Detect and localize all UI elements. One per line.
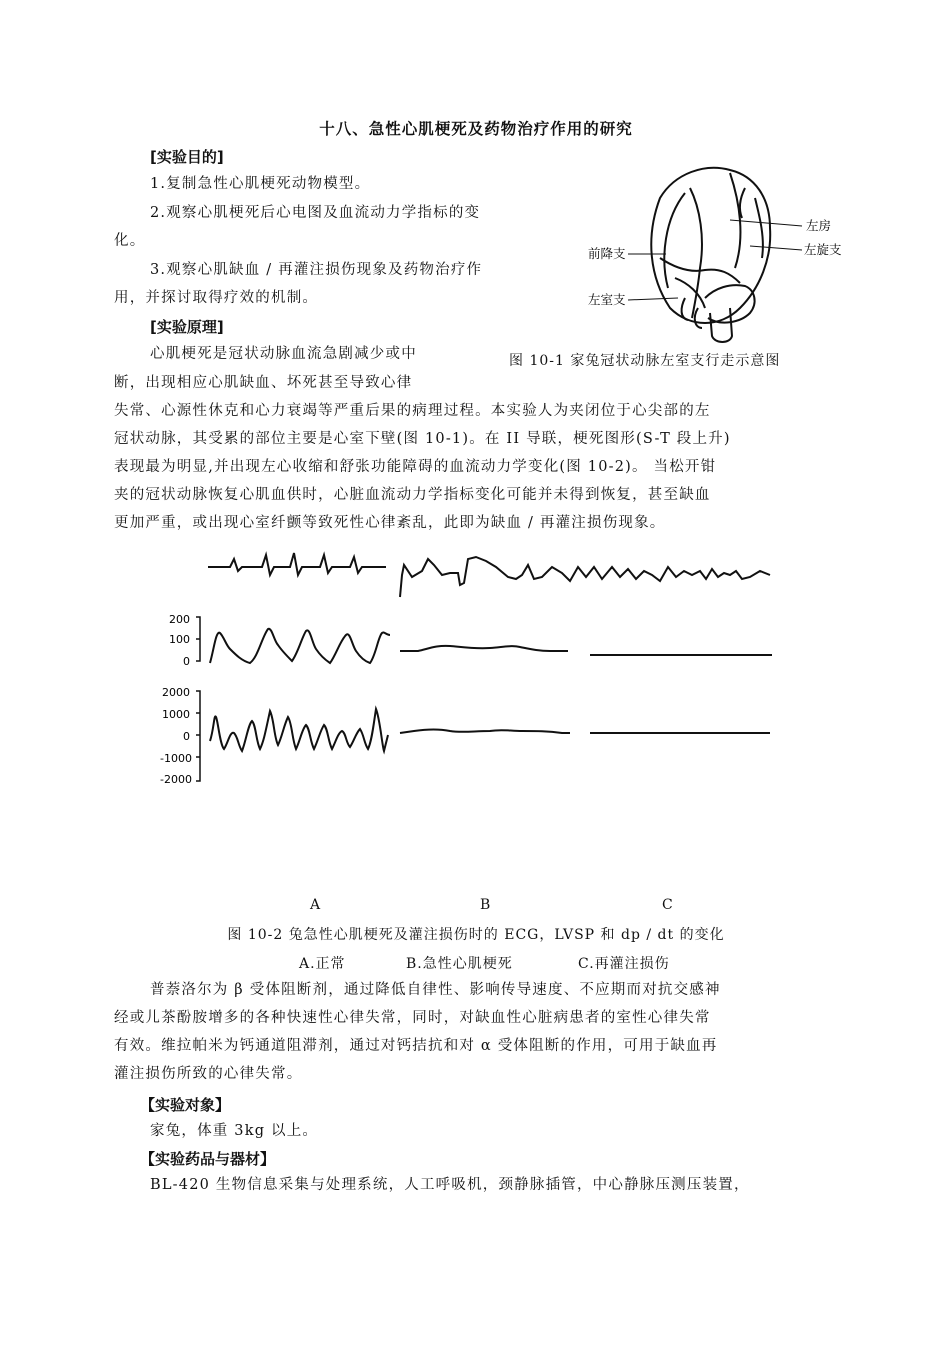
pharmacology-line-3: 有效。维拉帕米为钙通道阻滞剂，通过对钙拮抗和对 α 受体阻断的作用，可用于缺血再: [114, 1038, 718, 1054]
dpdt-tick-0: 0: [183, 730, 190, 743]
principle-line-5: 表现最为明显,并出现左心收缩和舒张功能障碍的血流动力学变化(图 10-2)。 当松开钳: [114, 459, 717, 475]
dpdt-tick-neg-2000: -2000: [160, 773, 192, 786]
dpdt-tick-1000: 1000: [162, 708, 190, 721]
pharmacology-line-4: 灌注损伤所致的心律失常。: [114, 1066, 303, 1082]
panel-label-b: B: [480, 897, 492, 913]
panel-label-c: C: [662, 897, 674, 913]
heart-diagram: [580, 158, 850, 348]
object-text: 家兔，体重 3kg 以上。: [150, 1123, 319, 1139]
materials-text: BL-420 生物信息采集与处理系统，人工呼吸机，颈静脉插管，中心静脉压测压装置，: [150, 1177, 750, 1193]
dpdt-tick-neg-1000: -1000: [160, 752, 192, 765]
legend-infarct: B.急性心肌梗死: [406, 956, 513, 972]
principle-line-3: 失常、心源性休克和心力衰竭等严重后果的病理过程。本实验人为夹闭位于心尖部的左: [114, 403, 711, 419]
ecg-trace-normal: [208, 553, 386, 575]
purpose-item-3-line-2: 用，并探讨取得疗效的机制。: [114, 290, 319, 306]
lvsp-axis: [196, 617, 200, 661]
figure-2-traces: [150, 545, 790, 795]
principle-line-6: 夹的冠状动脉恢复心肌血供时，心脏血流动力学指标变化可能并未得到恢复，甚至缺血: [114, 487, 711, 503]
purpose-header: [实验目的]: [150, 148, 224, 166]
lvsp-tick-100: 100: [169, 633, 190, 646]
label-anterior-descending: 前降支: [588, 246, 626, 261]
figure-2-caption: 图 10-2 兔急性心肌梗死及灌注损伤时的 ECG，LVSP 和 dp / dt 的变化: [227, 927, 725, 943]
pharmacology-line-2: 经或儿茶酚胺增多的各种快速性心律失常，同时，对缺血性心脏病患者的室性心律失常: [114, 1010, 711, 1026]
dpdt-axis: [196, 691, 200, 781]
purpose-item-1: 1.复制急性心肌梗死动物模型。: [150, 176, 371, 192]
label-left-circumflex: 左旋支: [804, 242, 842, 257]
page-title: 十八、急性心肌梗死及药物治疗作用的研究: [319, 120, 633, 138]
figure-1-caption: 图 10-1 家兔冠状动脉左室支行走示意图: [509, 353, 781, 369]
purpose-item-2-line-1: 2.观察心肌梗死后心电图及血流动力学指标的变: [150, 205, 481, 221]
label-left-ventricular-branch: 左室支: [588, 292, 626, 307]
dpdt-trace-normal: [210, 709, 388, 751]
dpdt-tick-2000: 2000: [162, 686, 190, 699]
principle-header: [实验原理]: [150, 318, 224, 336]
label-left-atrium: 左房: [806, 218, 832, 233]
principle-line-2: 断，出现相应心肌缺血、坏死甚至导致心律: [114, 375, 413, 391]
legend-reperfusion: C.再灌注损伤: [578, 956, 670, 972]
purpose-item-3-line-1: 3.观察心肌缺血 / 再灌注损伤现象及药物治疗作: [150, 262, 483, 278]
purpose-item-2-line-2: 化。: [114, 233, 146, 249]
principle-line-7: 更加严重，或出现心室纤颤等致死性心律紊乱，此即为缺血 / 再灌注损伤现象。: [114, 515, 666, 531]
lvsp-trace-normal: [210, 629, 390, 663]
principle-line-4: 冠状动脉，其受累的部位主要是心室下壁(图 10-1)。在 II 导联，梗死图形(S-T 段上升): [114, 431, 731, 447]
pharmacology-line-1: 普萘洛尔为 β 受体阻断剂，通过降低自律性、影响传导速度、不应期而对抗交感神: [150, 982, 721, 998]
materials-header: 【实验药品与器材】: [140, 1150, 276, 1168]
lvsp-trace-infarct: [400, 646, 568, 651]
dpdt-trace-infarct: [400, 730, 570, 734]
legend-normal: A.正常: [299, 956, 346, 972]
panel-label-a: A: [310, 897, 322, 913]
principle-line-1: 心肌梗死是冠状动脉血流急剧减少或中: [150, 346, 417, 362]
lvsp-tick-200: 200: [169, 613, 190, 626]
ecg-trace-infarct: [400, 557, 770, 597]
object-header: 【实验对象】: [140, 1096, 231, 1114]
lvsp-tick-0: 0: [183, 655, 190, 668]
